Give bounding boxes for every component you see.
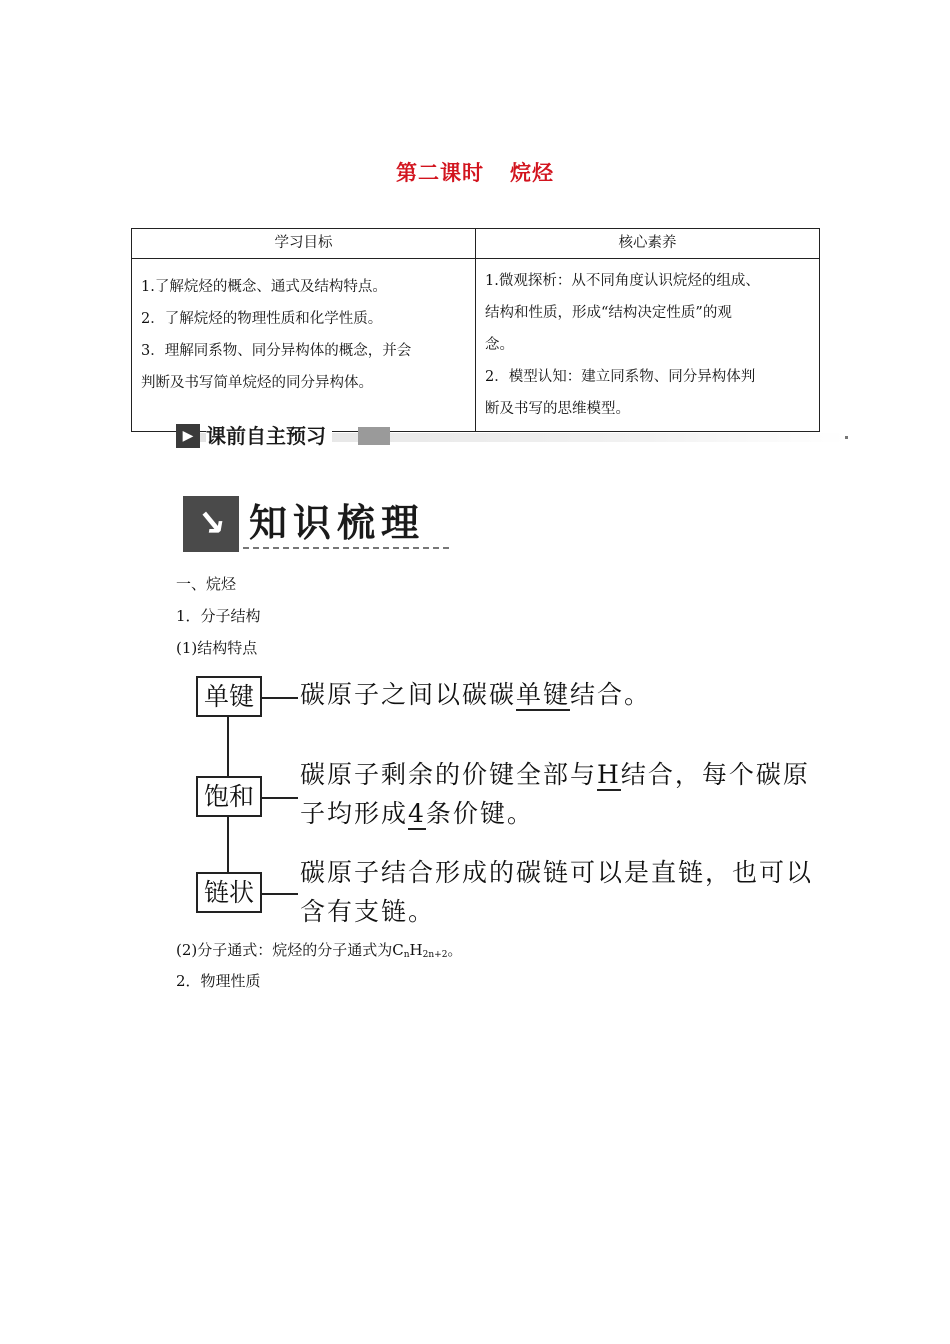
goal-line: 3．理解同系物、同分异构体的概念，并会	[141, 343, 412, 359]
box-saturated: 饱和	[196, 776, 262, 817]
title-lesson: 第二课时	[396, 160, 484, 185]
connector-line	[227, 711, 229, 784]
knowledge-heading	[183, 496, 451, 554]
section-band	[176, 422, 846, 448]
title-topic: 烷烃	[510, 160, 554, 185]
chevron-right-icon: ▶	[176, 424, 200, 448]
structure-diagram	[196, 672, 846, 932]
band-block	[358, 427, 390, 445]
literacy-line: 1.微观探析：从不同角度认识烷烃的组成、	[485, 273, 760, 289]
outline-general-formula: (2)分子通式：烷烃的分子通式为$C_nH_{2n+2}$。	[176, 941, 463, 960]
outline-heading-alkanes: 一、烷烃	[176, 575, 237, 593]
objectives-table	[131, 228, 820, 432]
literacy-line: 结构和性质，形成“结构决定性质”的观	[485, 305, 732, 321]
goal-line: 判断及书写简单烷烃的同分异构体。	[141, 375, 373, 391]
outline-molecular-structure: 1．分子结构	[176, 607, 261, 625]
desc-saturated: 碳原子剩余的价键全部与H结合，每个碳原 子均形成4条价键。	[300, 760, 810, 828]
dash-connector	[260, 893, 298, 895]
goal-line: 1.了解烷烃的概念、通式及结构特点。	[141, 279, 387, 295]
page-title	[0, 157, 950, 187]
literacy-line: 断及书写的思维模型。	[485, 401, 630, 417]
box-single-bond: 单键	[196, 676, 262, 717]
outline-physical-properties: 2．物理性质	[176, 972, 261, 990]
core-literacy-cell	[476, 259, 820, 432]
blank-answer: 4	[408, 799, 426, 828]
header-learning-goals: 学习目标	[132, 229, 476, 259]
goal-line: 2．了解烷烃的物理性质和化学性质。	[141, 311, 383, 327]
heading-underline	[243, 547, 449, 549]
band-dot	[845, 436, 848, 439]
arrow-down-right-icon: ↘	[183, 496, 239, 552]
header-core-literacy: 核心素养	[476, 229, 820, 259]
connector-line	[227, 815, 229, 878]
knowledge-heading-label: 知识梳理	[249, 501, 426, 545]
blank-answer: 单键	[516, 680, 571, 709]
dash-connector	[260, 797, 298, 799]
literacy-line: 念。	[485, 337, 514, 353]
section-label: 课前自主预习	[206, 422, 332, 450]
desc-chain: 碳原子结合形成的碳链可以是直链，也可以 含有支链。	[300, 858, 814, 926]
desc-single-bond: 碳原子之间以碳碳单键结合。	[300, 680, 652, 709]
learning-goals-cell	[132, 259, 476, 432]
dash-connector	[260, 697, 298, 699]
literacy-line: 2．模型认知：建立同系物、同分异构体判	[485, 369, 756, 385]
box-chain: 链状	[196, 872, 262, 913]
blank-answer: H	[597, 760, 621, 789]
outline-structure-features: (1)结构特点	[176, 639, 258, 657]
